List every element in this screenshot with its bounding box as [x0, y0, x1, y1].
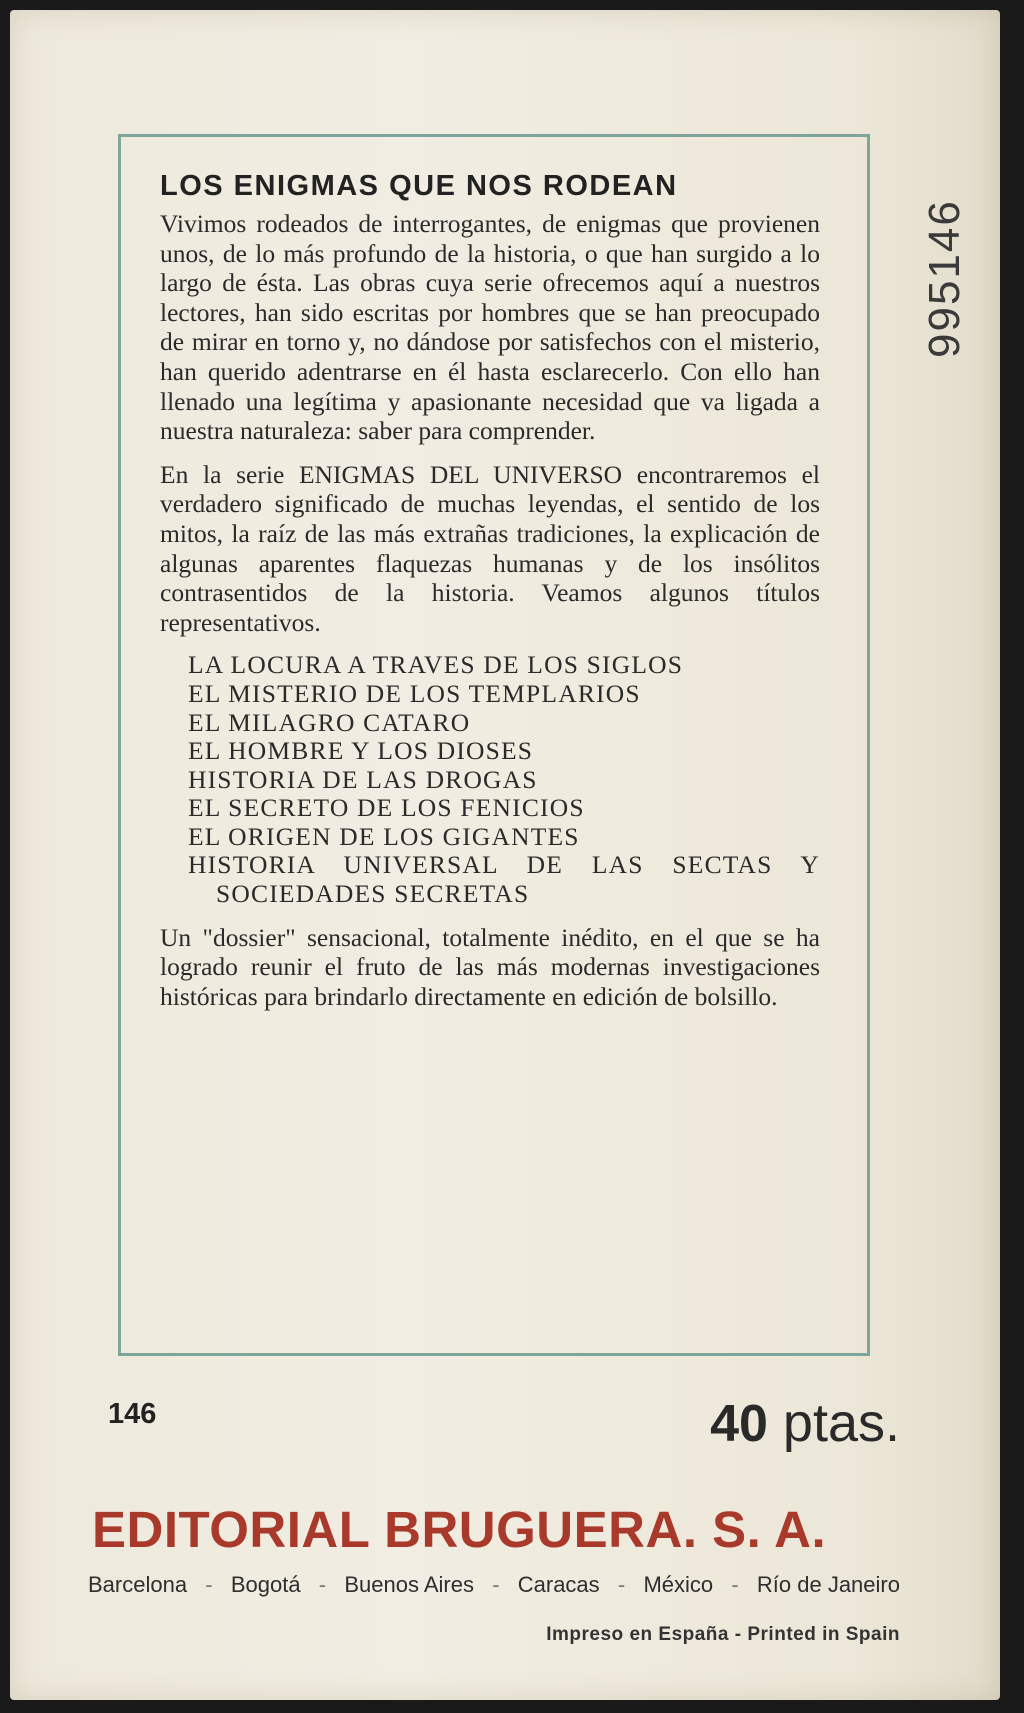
city-separator: -: [731, 1572, 739, 1597]
city-list: [88, 1572, 900, 1598]
city-separator: -: [318, 1572, 327, 1597]
city-item: Caracas: [517, 1572, 600, 1597]
city-separator: -: [205, 1572, 213, 1597]
city-item: Barcelona: [88, 1572, 188, 1597]
series-number: 146: [108, 1398, 157, 1430]
title-item: LA LOCURA A TRAVES DE LOS SIGLOS: [188, 650, 684, 680]
series-paragraph: En la serie ENIGMAS DEL UNIVERSO encontraremos el verdadero significado de muchas leyendas, el sentido de los mitos, la raíz de las más extrañas tradiciones, la explicación de algunas aparentes flaquezas humanas y de los insólitos contrasentidos de la historia. Veamos algunos títulos representativos.: [160, 459, 820, 637]
publisher-name: EDITORIAL BRUGUERA. S. A.: [92, 1501, 827, 1558]
dossier-paragraph: Un "dossier" sensacional, totalmente inédito, en el que se ha logrado reunir el fruto de las más modernas investigaciones históricas para brindarlo directamente en edición de bolsillo.: [160, 922, 820, 1011]
title-item: EL ORIGEN DE LOS GIGANTES: [188, 821, 580, 851]
box-heading: LOS ENIGMAS QUE NOS RODEAN: [160, 170, 678, 202]
city-separator: -: [492, 1572, 500, 1597]
title-item: EL SECRETO DE LOS FENICIOS: [188, 793, 585, 823]
title-item: EL HOMBRE Y LOS DIOSES: [188, 736, 534, 766]
description-box: [160, 170, 820, 1025]
intro-paragraph: Vivimos rodeados de interrogantes, de enigmas que provienen unos, de lo más profundo de la historia, o que han surgido a lo largo de ésta. Las obras cuya serie ofrecemos aquí a nuestros lectores, han sido escritas por hombres que se han preocupado de mirar en torno y, no dándose por satisfechos con el misterio, han querido adentrarse en él hasta esclarecerlo. Con ello han llenado una legítima y apasionante necesidad que va ligada a nuestra naturaleza: saber para comprender.: [160, 209, 820, 446]
city-item: Buenos Aires: [344, 1572, 474, 1597]
catalog-code: 995146: [920, 199, 969, 358]
city-item: Río de Janeiro: [756, 1572, 900, 1597]
title-item: HISTORIA UNIVERSAL DE LAS SECTAS Y SOCIEDADES SECRETAS: [188, 850, 820, 909]
title-list: [188, 651, 820, 908]
title-item: EL MISTERIO DE LOS TEMPLARIOS: [188, 678, 641, 708]
printed-in: Impreso en España - Printed in Spain: [546, 1624, 900, 1645]
title-item: EL MILAGRO CATARO: [188, 707, 471, 737]
city-item: Bogotá: [230, 1572, 301, 1597]
price-unit: ptas.: [782, 1393, 900, 1453]
city-separator: -: [617, 1572, 626, 1597]
title-item: HISTORIA DE LAS DROGAS: [188, 764, 538, 794]
price: [600, 1392, 900, 1454]
city-item: México: [643, 1572, 714, 1597]
price-amount: 40: [710, 1395, 768, 1453]
